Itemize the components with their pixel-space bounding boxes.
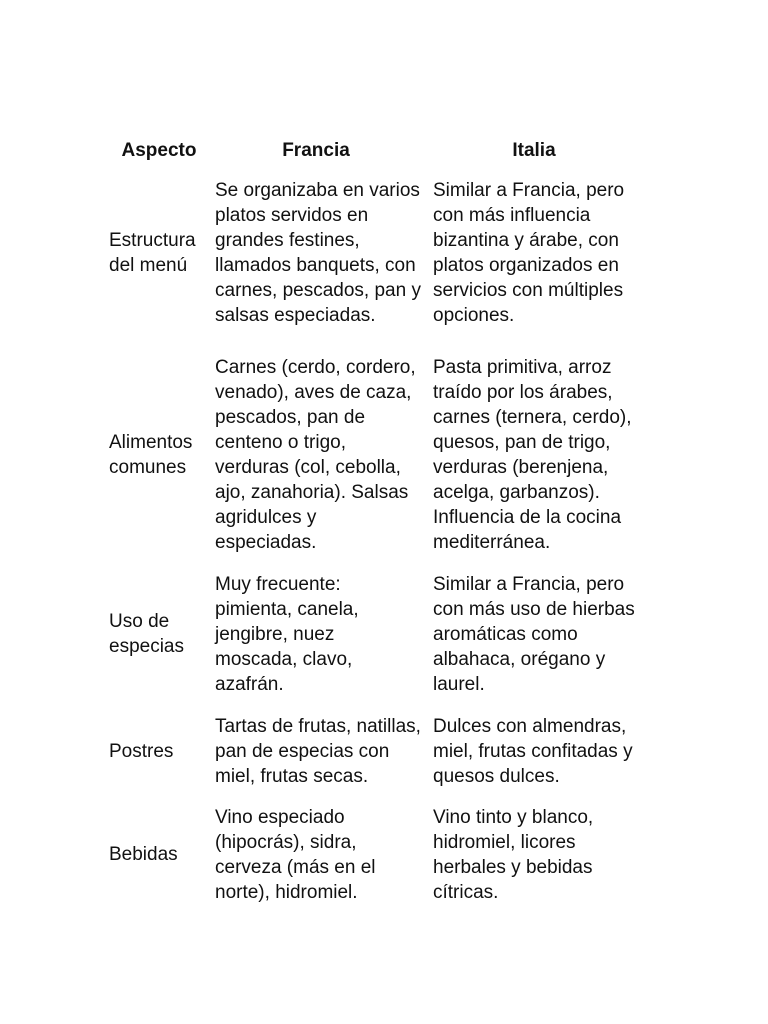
header-row [107,137,647,165]
aspect-cell [107,340,211,569]
francia-text: Carnes (cerdo, cordero, venado), aves de caza, pescados, pan de centeno o trigo, verduras (col, cebolla, ajo, zanahoria). Salsas agridulces y especiadas. [215,356,416,553]
italia-cell [421,699,647,804]
aspect-label: Bebidas [109,844,178,865]
francia-cell [211,699,421,804]
francia-cell [211,340,421,569]
table-row [107,165,647,340]
francia-text: Vino especiado (hipocrás), sidra, cerveza (más en el norte), hidromiel. [215,806,376,903]
italia-cell [421,804,647,905]
table-body [107,165,647,905]
header-italia: Italia [512,140,556,161]
aspect-cell [107,804,211,905]
francia-cell [211,804,421,905]
aspect-cell [107,569,211,699]
aspect-cell [107,165,211,340]
francia-text: Se organizaba en varios platos servidos en grandes festines, llamados banquets, con carnes, pescados, pan y salsas especiadas. [215,179,421,326]
italia-text: Similar a Francia, pero con más influencia bizantina y árabe, con platos organizados en servicios con múltiples opciones. [433,179,625,326]
italia-cell [421,340,647,569]
aspect-label: Estructura del menú [109,229,196,276]
table-header [107,137,647,165]
header-aspecto: Aspecto [121,140,197,161]
italia-text: Vino tinto y blanco, hidromiel, licores herbales y bebidas cítricas. [433,806,594,903]
table-row [107,699,647,804]
table-row [107,569,647,699]
italia-text: Pasta primitiva, arroz traído por los árabes, carnes (ternera, cerdo), quesos, pan de trigo, verduras (berenjena, acelga, garbanzos). Influencia de la cocina mediterránea. [433,356,632,553]
italia-cell [421,569,647,699]
header-francia: Francia [282,140,350,161]
francia-cell [211,165,421,340]
francia-text: Muy frecuente: pimienta, canela, jengibre, nuez moscada, clavo, azafrán. [215,573,359,695]
aspect-label: Postres [109,741,174,762]
italia-text: Similar a Francia, pero con más uso de hierbas aromáticas como albahaca, orégano y laurel. [433,573,635,695]
francia-text: Tartas de frutas, natillas, pan de especias con miel, frutas secas. [215,716,421,787]
aspect-label: Uso de especias [109,611,184,657]
table-row [107,340,647,569]
italia-cell [421,165,647,340]
italia-text: Dulces con almendras, miel, frutas confitadas y quesos dulces. [433,716,633,787]
francia-cell [211,569,421,699]
aspect-label: Alimentos comunes [109,431,193,478]
aspect-cell [107,699,211,804]
table-row [107,804,647,905]
comparison-table [107,137,647,905]
